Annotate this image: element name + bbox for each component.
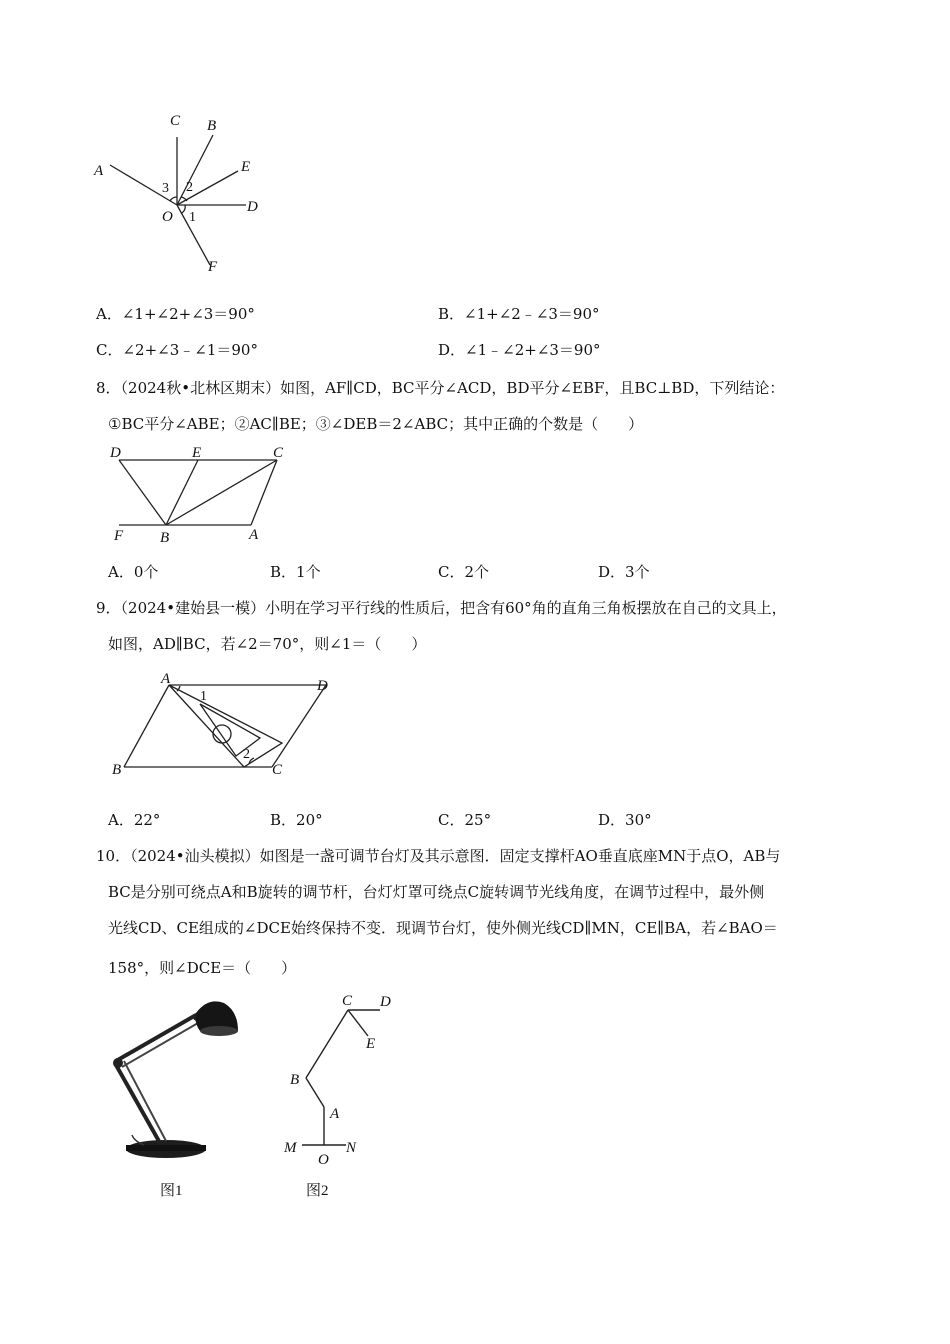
- q8-label-e: E: [192, 445, 202, 461]
- q8-label-a: A: [249, 527, 259, 543]
- q9-angle-2: 2: [243, 747, 250, 762]
- q8-stem-line1: 8．（2024秋•北林区期末）如图，AF∥CD，BC平分∠ACD，BD平分∠EBF，且BC⊥BD，下列结论：: [96, 379, 785, 397]
- q10-lamp-figure-1: [104, 995, 254, 1205]
- q10-schematic-figure-2: [272, 990, 412, 1205]
- q7-label-e: E: [241, 159, 251, 175]
- q7-angle-3: 3: [162, 181, 169, 196]
- q9-label-d: D: [317, 678, 328, 694]
- q10-label-b: B: [290, 1072, 300, 1088]
- q7-figure: [88, 105, 278, 285]
- q10-label-e: E: [366, 1036, 376, 1052]
- q8-figure: [104, 440, 294, 550]
- q7-label-d: D: [247, 199, 258, 215]
- q7-angle-1: 1: [189, 210, 196, 225]
- q8-label-b: B: [160, 530, 170, 546]
- q10-stem-line2: BC是分别可绕点A和B旋转的调节杆，台灯灯罩可绕点C旋转调节光线角度，在调节过程中，最外侧: [108, 883, 765, 901]
- q9-option-d: D．30°: [598, 811, 652, 829]
- q10-label-m: M: [284, 1140, 297, 1156]
- q10-label-c: C: [342, 993, 353, 1009]
- q9-label-c: C: [272, 762, 283, 778]
- q9-option-b: B．20°: [270, 811, 323, 829]
- q8-label-d: D: [110, 445, 121, 461]
- q7-label-a: A: [94, 163, 104, 179]
- q7-option-d: D．∠1﹣∠2+∠3＝90°: [438, 341, 601, 359]
- q10-fig2-caption: 图2: [306, 1183, 329, 1199]
- q8-option-c: C．2个: [438, 563, 490, 581]
- q9-option-a: A．22°: [108, 811, 161, 829]
- q10-label-n: N: [346, 1140, 357, 1156]
- q9-label-a: A: [161, 671, 171, 687]
- q7-label-f: F: [208, 259, 218, 275]
- q10-fig1-caption: 图1: [160, 1183, 183, 1199]
- q7-option-c: C．∠2+∠3﹣∠1＝90°: [96, 341, 258, 359]
- q7-label-o: O: [162, 209, 173, 225]
- q7-label-b: B: [207, 118, 217, 134]
- q10-label-o: O: [318, 1152, 329, 1168]
- q9-label-b: B: [112, 762, 122, 778]
- q7-angle-2: 2: [186, 180, 193, 195]
- q10-stem-line3: 光线CD、CE组成的∠DCE始终保持不变．现调节台灯，使外侧光线CD∥MN，CE∥BA，若∠BAO＝: [108, 919, 778, 937]
- q10-stem-line1: 10．（2024•汕头模拟）如图是一盏可调节台灯及其示意图．固定支撑杆AO垂直底座MN于点O，AB与: [96, 847, 781, 865]
- q10-label-a: A: [330, 1106, 340, 1122]
- q9-figure: [104, 668, 344, 780]
- q8-option-a: A．0个: [108, 563, 159, 581]
- q8-option-b: B．1个: [270, 563, 321, 581]
- q7-label-c: C: [170, 113, 181, 129]
- q9-option-c: C．25°: [438, 811, 492, 829]
- q8-stem-line2: ①BC平分∠ABE；②AC∥BE；③∠DEB＝2∠ABC；其中正确的个数是（ ）: [108, 415, 644, 433]
- q10-stem-line4: 158°，则∠DCE＝（ ）: [108, 959, 297, 977]
- q7-option-a: A．∠1+∠2+∠3＝90°: [96, 305, 255, 323]
- q8-option-d: D．3个: [598, 563, 650, 581]
- q9-stem-line2: 如图，AD∥BC，若∠2＝70°，则∠1＝（ ）: [108, 635, 427, 653]
- q8-label-c: C: [273, 445, 284, 461]
- q7-option-b: B．∠1+∠2﹣∠3＝90°: [438, 305, 600, 323]
- q10-label-d: D: [380, 994, 391, 1010]
- q9-angle-1: 1: [200, 689, 207, 704]
- q8-label-f: F: [114, 528, 124, 544]
- q9-stem-line1: 9．（2024•建始县一模）小明在学习平行线的性质后，把含有60°角的直角三角板摆放在自己的文具上，: [96, 599, 787, 617]
- desk-lamp-icon: [113, 1001, 238, 1158]
